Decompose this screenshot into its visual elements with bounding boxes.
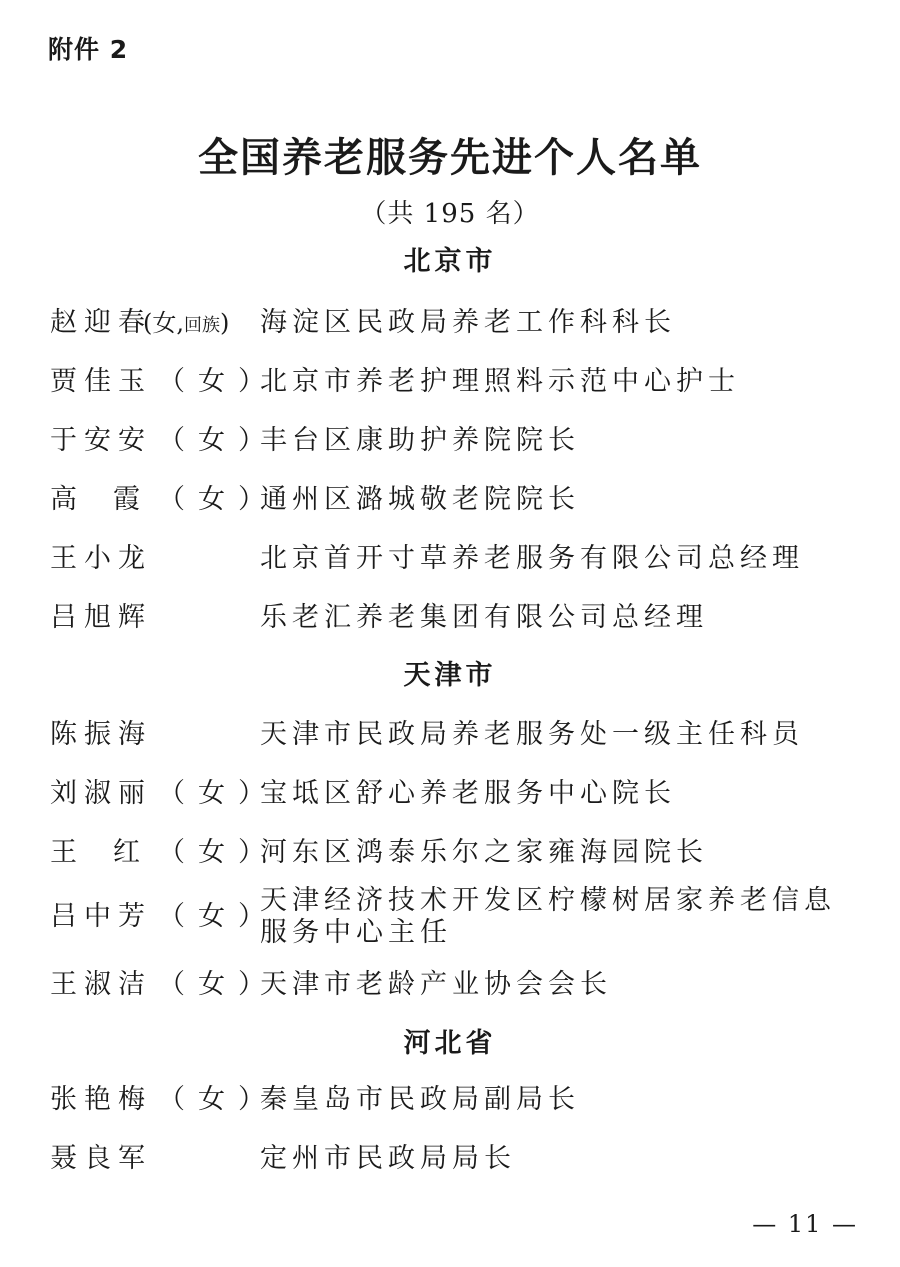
- person-duty: 北京首开寸草养老服务有限公司总经理: [260, 543, 804, 574]
- person-name: [50, 836, 140, 870]
- person-name: 王小龙: [50, 543, 152, 574]
- page-number: — 11 —: [752, 1210, 858, 1238]
- name-first-char: 王: [50, 837, 77, 868]
- person-name: 贾佳玉: [50, 366, 152, 397]
- person-duty: 天津市老龄产业协会会长: [260, 969, 612, 1000]
- person-note: （女）: [158, 778, 278, 809]
- region-heading-beijing: 北京市: [403, 246, 497, 277]
- region-heading-tianjin: 天津市: [403, 660, 497, 691]
- person-duty: 秦皇岛市民政局副局长: [260, 1084, 580, 1115]
- person-name: 吕中芳: [50, 901, 152, 932]
- person-note: （女）: [158, 484, 278, 515]
- document-title: 全国养老服务先进个人名单: [198, 134, 702, 181]
- person-name: 王淑洁: [50, 969, 152, 1000]
- name-first-char: 高: [50, 484, 77, 515]
- note-gender: (女,: [143, 309, 184, 337]
- person-duty: 定州市民政局局长: [260, 1143, 516, 1174]
- note-close: ): [220, 309, 230, 337]
- person-duty: 天津经济技术开发区柠檬树居家养老信息服务中心主任: [260, 885, 836, 948]
- person-note: （女）: [158, 366, 278, 397]
- person-note: （女）: [158, 837, 278, 868]
- person-name: [50, 483, 140, 517]
- note-ethnicity: 回族: [184, 315, 220, 336]
- person-duty: 天津市民政局养老服务处一级主任科员: [260, 719, 804, 750]
- person-name: 赵迎春: [50, 307, 152, 338]
- person-duty: 河东区鸿泰乐尔之家雍海园院长: [260, 837, 708, 868]
- person-duty: 丰台区康助护养院院长: [260, 425, 580, 456]
- person-note: （女）: [158, 969, 278, 1000]
- name-second-char: 红: [113, 837, 140, 868]
- person-note: （女）: [158, 425, 278, 456]
- attachment-label: 附件 2: [48, 35, 129, 64]
- person-duty: 北京市养老护理照料示范中心护士: [260, 366, 740, 397]
- person-name: 陈振海: [50, 719, 152, 750]
- person-duty: 海淀区民政局养老工作科科长: [260, 307, 676, 338]
- document-subtitle: （共 195 名）: [360, 199, 540, 229]
- person-name: 于安安: [50, 425, 152, 456]
- name-second-char: 霞: [113, 484, 140, 515]
- person-note: （女）: [158, 1084, 278, 1115]
- person-duty: 乐老汇养老集团有限公司总经理: [260, 602, 708, 633]
- person-duty: 通州区潞城敬老院院长: [260, 484, 580, 515]
- person-name: 吕旭辉: [50, 602, 152, 633]
- region-heading-hebei: 河北省: [403, 1028, 497, 1059]
- person-duty: 宝坻区舒心养老服务中心院长: [260, 778, 676, 809]
- person-note: （女）: [158, 901, 278, 932]
- person-note: [143, 306, 229, 343]
- person-name: 张艳梅: [50, 1084, 152, 1115]
- person-name: 刘淑丽: [50, 778, 152, 809]
- person-name: 聂良军: [50, 1143, 152, 1174]
